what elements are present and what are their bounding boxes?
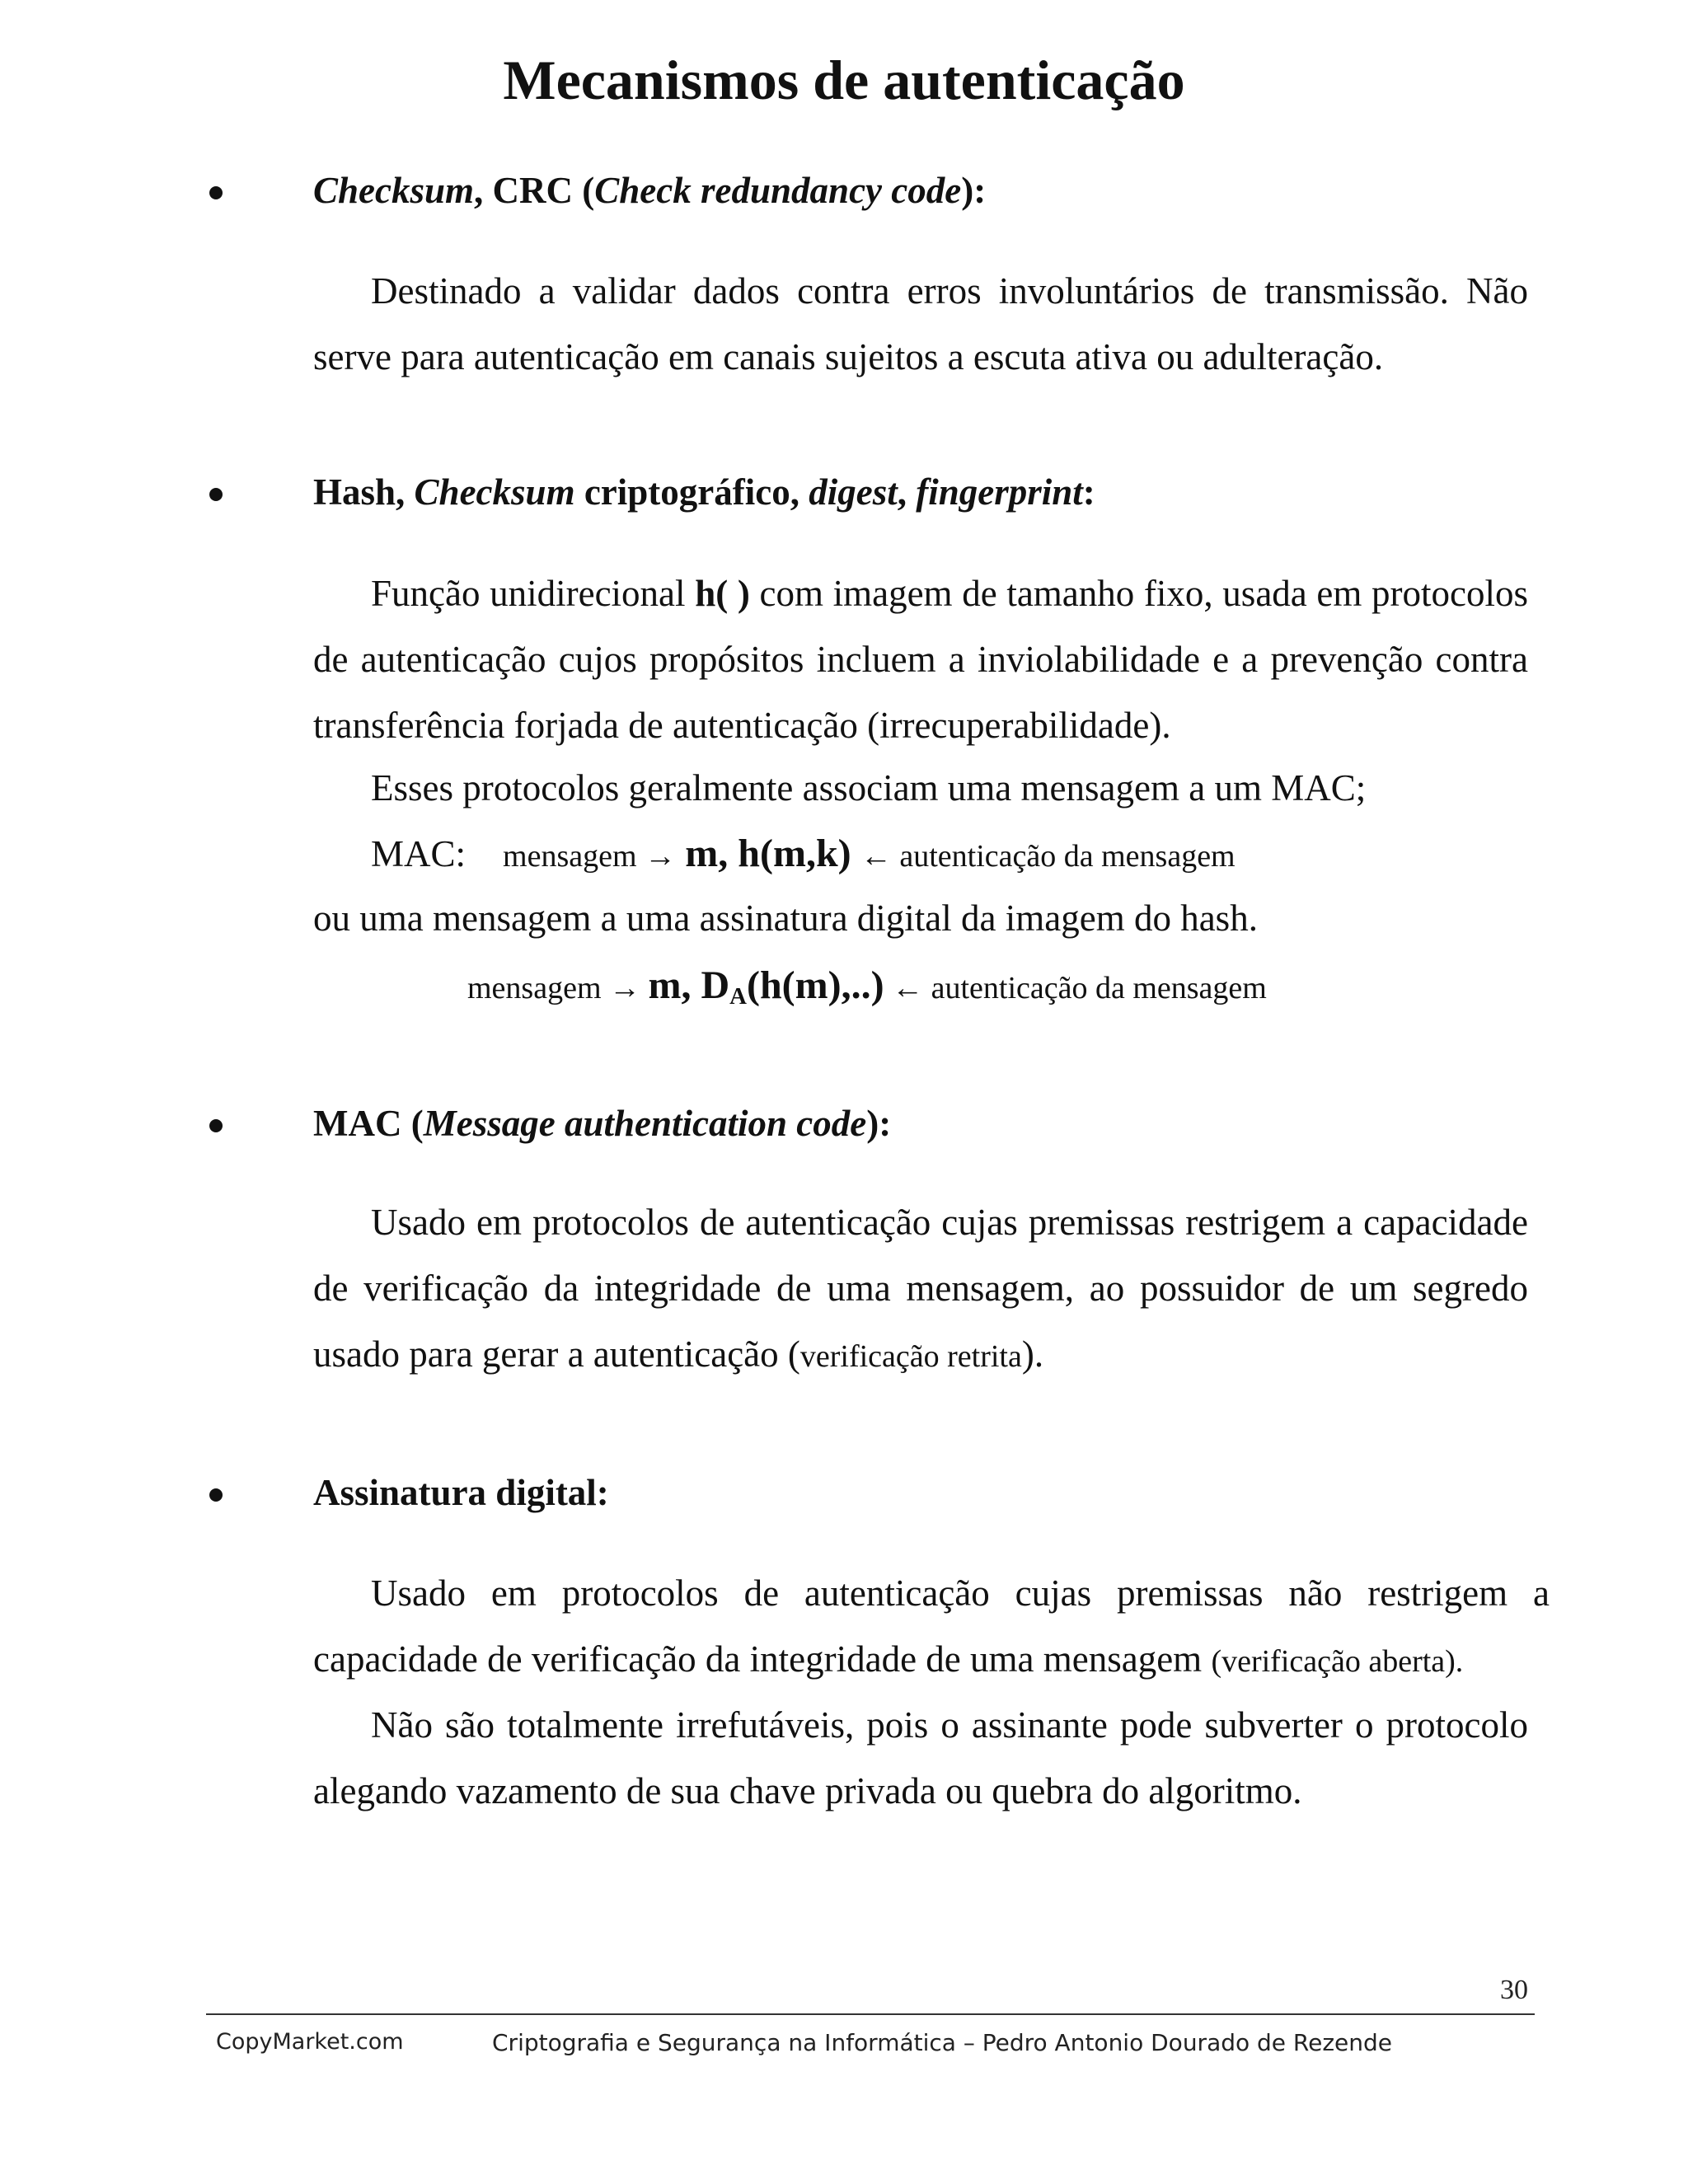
- paragraph-text: com imagem de tamanho fixo, usada em protocolos de autenticação cujos propósitos incluem a inviolabilidade e a prevenção contra transferência forjada de autenticação (irrecuperabilidade).: [313, 573, 1529, 746]
- heading-part: fingerprint: [916, 471, 1083, 513]
- heading-part: ):: [866, 1103, 892, 1144]
- page-number: 30: [1500, 1975, 1528, 2005]
- bullet-icon: [209, 186, 223, 199]
- formula-tail: ← autenticação da mensagem: [892, 971, 1267, 1005]
- footer-title: Criptografia e Segurança na Informática – Pedro Antonio Dourado de Rezende: [492, 2029, 1393, 2056]
- section-heading-mac: [313, 1102, 891, 1145]
- paragraph-text: ).: [1021, 1333, 1044, 1375]
- page-title: Mecanismos de autenticação: [503, 49, 1185, 111]
- formula-expression: m, h(m,k): [685, 832, 851, 875]
- heading-part: ):: [961, 170, 987, 211]
- heading-part: digest: [809, 471, 898, 513]
- heading-part: Message authentication code: [423, 1103, 867, 1144]
- footer-publisher: CopyMarket.com: [216, 2029, 404, 2055]
- heading-part: :: [1082, 471, 1095, 513]
- line-ou: ou uma mensagem a uma assinatura digital da imagem do hash.: [313, 898, 1258, 939]
- heading-part: criptográfico,: [574, 471, 809, 513]
- section-heading-assinatura: Assinatura digital:: [313, 1472, 609, 1513]
- formula-expression: [648, 963, 884, 1010]
- bullet-icon: [209, 488, 223, 501]
- formula-message: mensagem →: [503, 839, 677, 874]
- heading-part: Checksum: [405, 471, 575, 513]
- section-heading-checksum: [313, 169, 986, 212]
- line-esses: Esses protocolos geralmente associam uma mensagem a um MAC;: [371, 767, 1367, 808]
- function-notation: h( ): [695, 573, 750, 614]
- formula-signature: [467, 963, 1267, 1010]
- formula-subscript: A: [729, 983, 747, 1010]
- formula-message: mensagem →: [467, 971, 641, 1005]
- paragraph-assinatura: [313, 1560, 1550, 1694]
- section-heading-hash: [313, 471, 1095, 513]
- paragraph-checksum: Destinado a validar dados contra erros involuntários de transmissão. Não serve para autenticação em canais sujeitos a escuta ativa ou adulteração.: [313, 270, 1528, 377]
- paragraph-hash: [313, 560, 1528, 758]
- formula-mac: [371, 831, 1236, 876]
- heading-part: Check redundancy code: [594, 170, 962, 211]
- paragraph-assinatura-2: Não são totalmente irrefutáveis, pois o assinante pode subverter o protocolo alegando vazamento de sua chave privada ou quebra do algoritmo.: [313, 1704, 1528, 1811]
- heading-part: Hash,: [313, 471, 406, 513]
- paragraph-note: (verificação aberta).: [1211, 1644, 1464, 1679]
- paragraph-note: verificação retrita: [799, 1339, 1022, 1374]
- formula-tail: ← autenticação da mensagem: [860, 839, 1236, 874]
- paragraph-text: Usado em protocolos de autenticação cujas premissas não restrigem a capacidade de verificação da integridade de uma mensagem: [313, 1572, 1550, 1680]
- paragraph-text: Usado em protocolos de autenticação cujas premissas restrigem a capacidade de verificação da integridade de uma mensagem, ao possuidor de um segredo usado para gerar a autenticação (: [313, 1202, 1528, 1375]
- heading-part: , CRC (: [474, 170, 595, 211]
- heading-part: ,: [897, 471, 917, 513]
- footer-divider: [206, 2013, 1535, 2015]
- bullet-icon: [209, 1488, 223, 1502]
- bullet-icon: [209, 1119, 223, 1132]
- paragraph-mac: [313, 1189, 1528, 1390]
- heading-part: Checksum: [313, 170, 475, 211]
- paragraph-text: Função unidirecional: [371, 573, 696, 614]
- formula-part: m, D: [648, 963, 730, 1007]
- mac-label: MAC:: [371, 833, 467, 874]
- heading-part: MAC (: [313, 1103, 424, 1144]
- formula-part: (h(m),..): [746, 963, 884, 1007]
